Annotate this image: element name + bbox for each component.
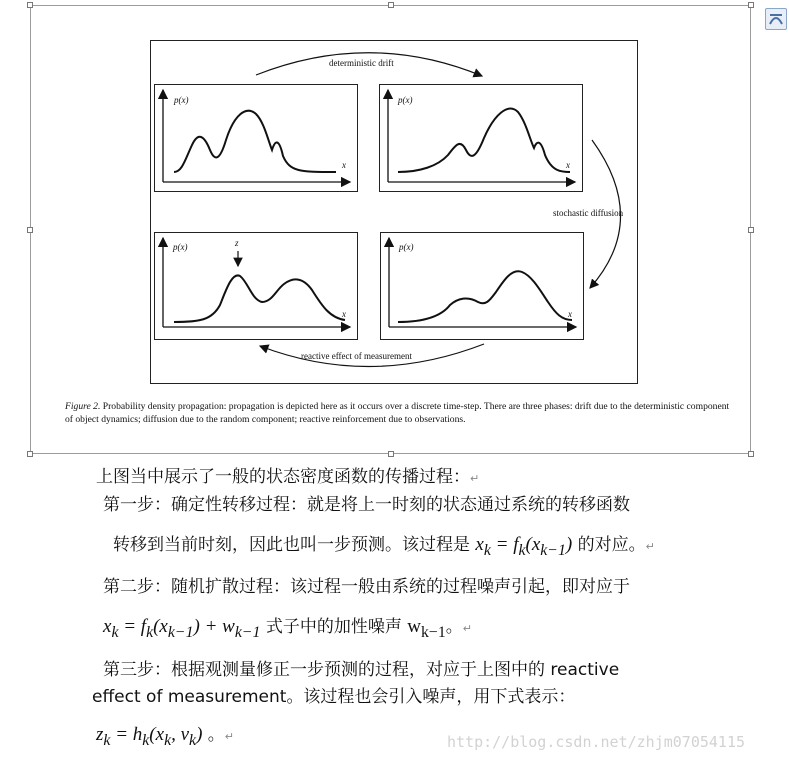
step2-line2: $x_k = f_k(x_{k-1}) + w_{k-1}$ 式子中的加性噪声 $w_{k-1}$。↵ [103, 616, 472, 641]
x-axis-label-3: x [342, 309, 346, 319]
caption-number: Figure 2. [65, 401, 101, 412]
caption-text: Probability density propagation: propagation is depicted here as it occurs over a discrete time-step. There are three phases: drift due to the deterministic component of object dynamics; diffusion due to the random component; reactive reinforcement due to observations. [65, 401, 730, 425]
figure-caption [65, 400, 735, 426]
p-axis-label-2: p(x) [398, 95, 413, 105]
p-axis-label-4: p(x) [399, 242, 414, 252]
density-curve-4 [398, 271, 572, 322]
z-marker-label: z [235, 238, 239, 248]
step3-line1: 第三步：根据观测量修正一步预测的过程，对应于上图中的 reactive [103, 660, 620, 680]
label-reactive-effect: reactive effect of measurement [301, 351, 413, 361]
formula-diffusion: $x_k = f_k(x_{k-1}) + w_{k-1}$ [103, 616, 261, 641]
step3-line2: effect of measurement。该过程也会引入噪声，用下式表示： [92, 687, 576, 707]
step3-line3: $z_k = h_k(x_k$, $v_k$) 。↵ [96, 724, 235, 749]
p-axis-label-1: p(x) [174, 95, 189, 105]
label-deterministic-drift: deterministic drift [329, 58, 394, 68]
density-curve-2 [398, 109, 570, 172]
formula-noise: $w_{k-1}$ [407, 616, 446, 641]
formula-measurement: $z_k = h_k(x_k$, $v_k$) [96, 724, 203, 749]
x-axis-label-1: x [342, 160, 346, 170]
p-axis-label-3: p(x) [173, 242, 188, 252]
step2-line1: 第二步：随机扩散过程：该过程一般由系统的过程噪声引起，即对应于 [103, 577, 630, 597]
step1-line2: 转移到当前时刻，因此也叫一步预测。该过程是 $x_k = f_k(x_{k-1})$ 的对应。↵ [113, 534, 655, 559]
x-axis-label-4: x [568, 309, 572, 319]
step1-line1: 第一步：确定性转移过程：就是将上一时刻的状态通过系统的转移函数 [103, 495, 630, 515]
density-curve-1 [174, 111, 336, 172]
label-stochastic-diffusion: stochastic diffusion [553, 208, 624, 218]
watermark: http://blog.csdn.net/zhjm07054115 [447, 733, 746, 751]
formula-drift: $x_k = f_k(x_{k-1})$ [475, 534, 573, 559]
density-curve-3 [174, 275, 345, 322]
x-axis-label-2: x [566, 160, 570, 170]
intro-line: 上图当中展示了一般的状态密度函数的传播过程：↵ [96, 467, 480, 487]
